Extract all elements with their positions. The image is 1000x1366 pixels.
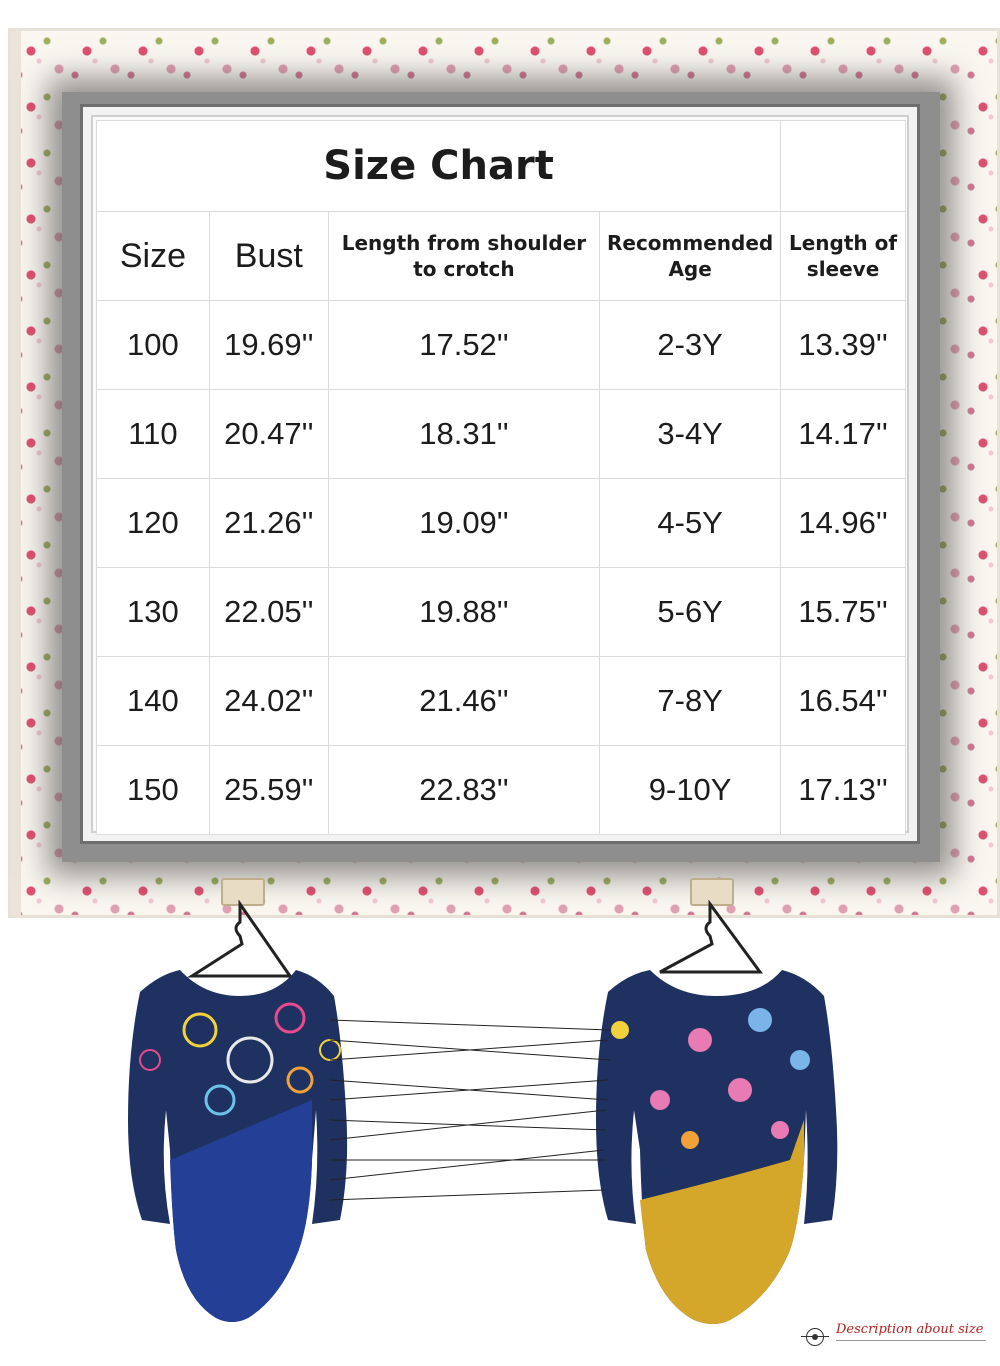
cell-age: 4-5Y bbox=[600, 479, 781, 568]
cell-size: 150 bbox=[97, 746, 210, 835]
chart-title: Size Chart bbox=[97, 121, 781, 212]
header-recommended-age: Recommended Age bbox=[600, 212, 781, 301]
size-description-caption: Description about size bbox=[836, 1322, 984, 1337]
hanger-left bbox=[192, 904, 290, 976]
cell-size: 120 bbox=[97, 479, 210, 568]
table-row bbox=[97, 657, 906, 746]
title-row bbox=[97, 121, 906, 212]
cell-size: 130 bbox=[97, 568, 210, 657]
cell-bust: 21.26'' bbox=[209, 479, 328, 568]
cell-age: 9-10Y bbox=[600, 746, 781, 835]
header-size: Size bbox=[97, 212, 210, 301]
cell-size: 110 bbox=[97, 390, 210, 479]
cell-length: 22.83'' bbox=[328, 746, 599, 835]
cell-age: 5-6Y bbox=[600, 568, 781, 657]
table-row bbox=[97, 390, 906, 479]
cell-sleeve: 13.39'' bbox=[781, 301, 906, 390]
cell-sleeve: 14.17'' bbox=[781, 390, 906, 479]
hanger-right bbox=[660, 904, 760, 972]
table-row bbox=[97, 568, 906, 657]
cell-length: 18.31'' bbox=[328, 390, 599, 479]
cell-length: 17.52'' bbox=[328, 301, 599, 390]
cell-sleeve: 14.96'' bbox=[781, 479, 906, 568]
cell-sleeve: 16.54'' bbox=[781, 657, 906, 746]
cell-size: 140 bbox=[97, 657, 210, 746]
cell-length: 19.88'' bbox=[328, 568, 599, 657]
header-row bbox=[97, 212, 906, 301]
table-row bbox=[97, 301, 906, 390]
connector-lines bbox=[330, 1020, 610, 1200]
header-sleeve-length: Length of sleeve bbox=[781, 212, 906, 301]
cell-bust: 19.69'' bbox=[209, 301, 328, 390]
cell-bust: 25.59'' bbox=[209, 746, 328, 835]
header-length-shoulder-crotch: Length from shoulder to crotch bbox=[328, 212, 599, 301]
caption-underline bbox=[836, 1340, 986, 1341]
cell-length: 19.09'' bbox=[328, 479, 599, 568]
table-row bbox=[97, 746, 906, 835]
crosshair-icon bbox=[806, 1328, 824, 1346]
cell-bust: 24.02'' bbox=[209, 657, 328, 746]
cell-size: 100 bbox=[97, 301, 210, 390]
size-chart-table bbox=[96, 120, 906, 835]
cell-age: 7-8Y bbox=[600, 657, 781, 746]
table-row bbox=[97, 479, 906, 568]
leotards-illustration bbox=[0, 900, 1000, 1366]
cell-bust: 20.47'' bbox=[209, 390, 328, 479]
cell-sleeve: 15.75'' bbox=[781, 568, 906, 657]
cell-bust: 22.05'' bbox=[209, 568, 328, 657]
cell-length: 21.46'' bbox=[328, 657, 599, 746]
title-row-empty-cell bbox=[781, 121, 906, 212]
cell-age: 2-3Y bbox=[600, 301, 781, 390]
header-bust: Bust bbox=[209, 212, 328, 301]
cell-sleeve: 17.13'' bbox=[781, 746, 906, 835]
cell-age: 3-4Y bbox=[600, 390, 781, 479]
